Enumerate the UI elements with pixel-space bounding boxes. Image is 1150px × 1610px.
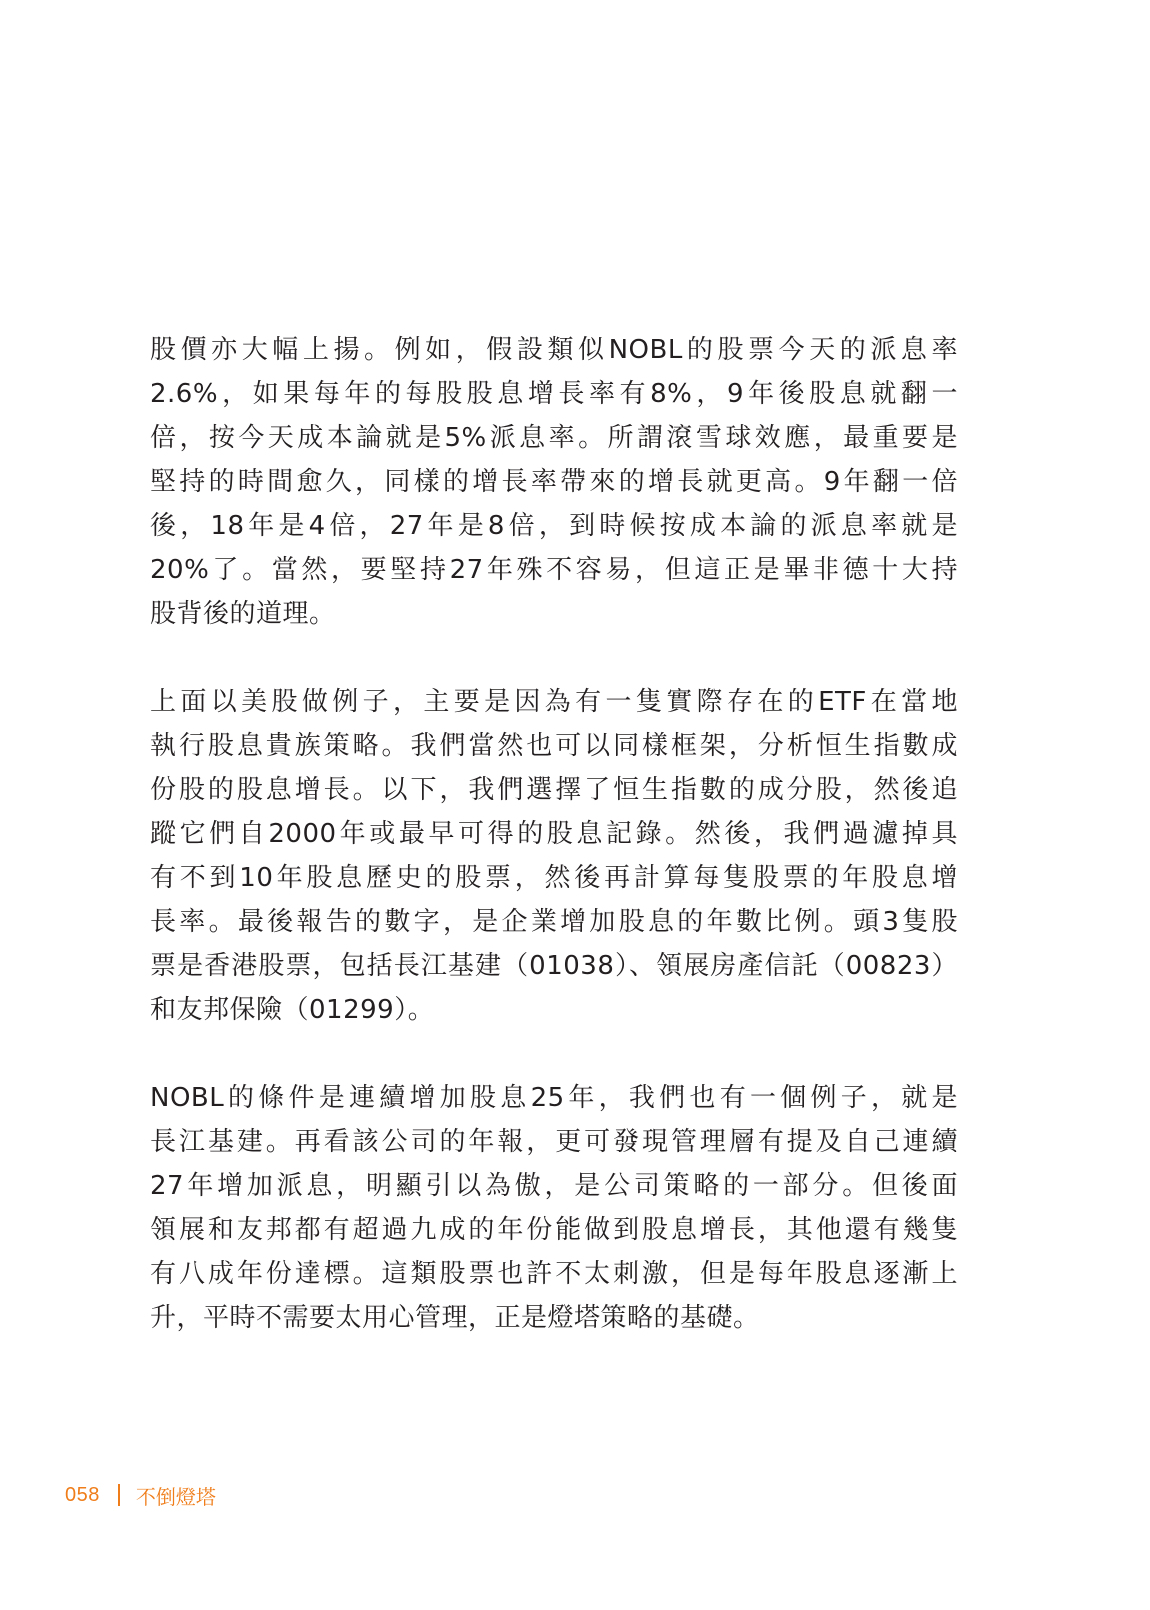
body-text — [150, 328, 958, 1384]
text-line: 長江基建。再看該公司的年報，更可發現管理層有提及自己連續 — [150, 1127, 958, 1157]
text-line: 股背後的道理。 — [150, 599, 336, 629]
text-line: 27年增加派息，明顯引以為傲，是公司策略的一部分。但後面 — [150, 1171, 958, 1201]
text-line: 有八成年份達標。這類股票也許不太刺激，但是每年股息逐漸上 — [150, 1259, 958, 1289]
text-line: 和友邦保險（01299）。 — [150, 995, 435, 1025]
text-line: 堅持的時間愈久，同樣的增長率帶來的增長就更高。9年翻一倍 — [150, 467, 958, 497]
text-line: 2.6%，如果每年的每股股息增長率有8%，9年後股息就翻一 — [150, 379, 958, 409]
text-line: 蹤它們自2000年或最早可得的股息記錄。然後，我們過濾掉具 — [150, 819, 958, 849]
text-line: 後，18年是4倍，27年是8倍，到時候按成本論的派息率就是 — [150, 511, 958, 541]
text-line: 票是香港股票，包括長江基建（01038）、領展房產信託（00823） — [150, 951, 958, 981]
text-line: 長率。最後報告的數字，是企業增加股息的年數比例。頭3隻股 — [150, 907, 958, 937]
text-line: 份股的股息增長。以下，我們選擇了恒生指數的成分股，然後追 — [150, 775, 958, 805]
paragraph-3 — [150, 1076, 958, 1340]
text-line: 倍，按今天成本論就是5%派息率。所謂滾雪球效應，最重要是 — [150, 423, 958, 453]
paragraph-2 — [150, 680, 958, 1032]
text-line: 執行股息貴族策略。我們當然也可以同樣框架，分析恒生指數成 — [150, 731, 958, 761]
text-line: 領展和友邦都有超過九成的年份能做到股息增長，其他還有幾隻 — [150, 1215, 958, 1245]
text-line: 有不到10年股息歷史的股票，然後再計算每隻股票的年股息增 — [150, 863, 958, 893]
text-line: 升，平時不需要太用心管理，正是燈塔策略的基礎。 — [150, 1303, 760, 1333]
paragraph-1 — [150, 328, 958, 636]
text-line: 20%了。當然，要堅持27年殊不容易，但這正是畢非德十大持 — [150, 555, 958, 585]
book-title: 不倒燈塔 — [135, 1484, 216, 1509]
text-line: 上面以美股做例子，主要是因為有一隻實際存在的ETF在當地 — [150, 687, 958, 717]
footer-divider — [118, 1484, 120, 1506]
page-number: 058 — [65, 1483, 100, 1506]
text-line: 股價亦大幅上揚。例如，假設類似NOBL的股票今天的派息率 — [150, 335, 958, 365]
page-footer — [65, 1480, 216, 1510]
text-line: NOBL的條件是連續增加股息25年，我們也有一個例子，就是 — [150, 1083, 958, 1113]
